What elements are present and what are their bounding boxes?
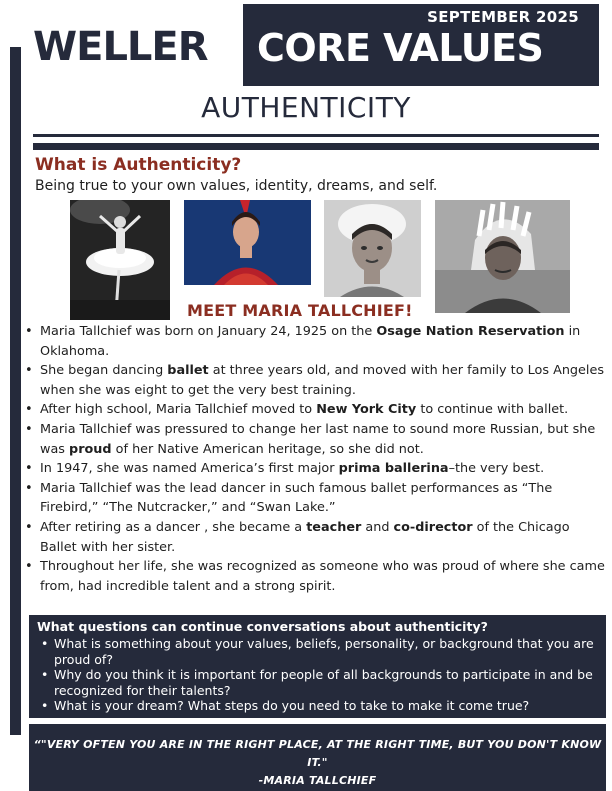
divider-thick xyxy=(33,143,599,150)
list-item: • She began dancing ballet at three years old, and moved with her family to Los Angeles when she was eight to get the very best training. xyxy=(25,361,605,400)
list-item: • Maria Tallchief was pressured to change her last name to sound more Russian, but she was proud of her Native American heritage, so she did not. xyxy=(25,420,605,459)
question-item: • What is something about your values, beliefs, personality, or background that you are proud of? xyxy=(37,636,598,667)
quote-text: “"VERY OFTEN YOU ARE IN THE RIGHT PLACE, AT THE RIGHT TIME, BUT YOU DON'T KNOW IT." xyxy=(33,738,602,769)
question-item: • What is your dream? What steps do you need to take to make it come true? xyxy=(37,698,598,714)
list-item: • Maria Tallchief was the lead dancer in such famous ballet performances as “The Firebird,” “The Nutcracker,” and “Swan Lake.” xyxy=(25,479,605,518)
definition-text: Being true to your own values, identity, dreams, and self. xyxy=(35,178,438,194)
headdress-photo xyxy=(435,200,570,313)
divider-thin xyxy=(33,134,599,137)
discussion-questions-box xyxy=(29,615,606,718)
portrait-photo xyxy=(324,200,421,297)
quote-box xyxy=(29,724,606,791)
questions-heading: What questions can continue conversations about authenticity? xyxy=(37,619,488,634)
title-banner xyxy=(243,4,599,86)
firebird-costume-photo xyxy=(184,200,311,285)
feature-heading: MEET MARIA TALLCHIEF! xyxy=(187,301,413,320)
newsletter-title: CORE VALUES xyxy=(257,26,544,70)
issue-date: SEPTEMBER 2025 xyxy=(427,8,579,26)
quote-attribution: -MARIA TALLCHIEF xyxy=(258,774,377,787)
list-item: • Maria Tallchief was born on January 24, 1925 on the Osage Nation Reservation in Oklahoma. xyxy=(25,322,605,361)
list-item: • After high school, Maria Tallchief moved to New York City to continue with ballet. xyxy=(25,400,605,420)
list-item: • After retiring as a dancer , she became a teacher and co-director of the Chicago Ballet with her sister. xyxy=(25,518,605,557)
list-item: • Throughout her life, she was recognized as someone who was proud of where she came from, had incredible talent and a strong spirit. xyxy=(25,557,605,596)
question-item: • Why do you think it is important for people of all backgrounds to participate in and be recognized for their talents? xyxy=(37,667,598,698)
list-item: • In 1947, she was named America’s first major prima ballerina–the very best. xyxy=(25,459,605,479)
school-name: WELLER xyxy=(33,24,208,70)
ballerina-photo xyxy=(70,200,170,320)
core-value-title: AUTHENTICITY xyxy=(201,91,411,124)
left-accent-bar xyxy=(10,47,21,735)
definition-heading: What is Authenticity? xyxy=(35,155,242,175)
questions-list xyxy=(37,636,598,714)
biography-list xyxy=(25,322,605,596)
